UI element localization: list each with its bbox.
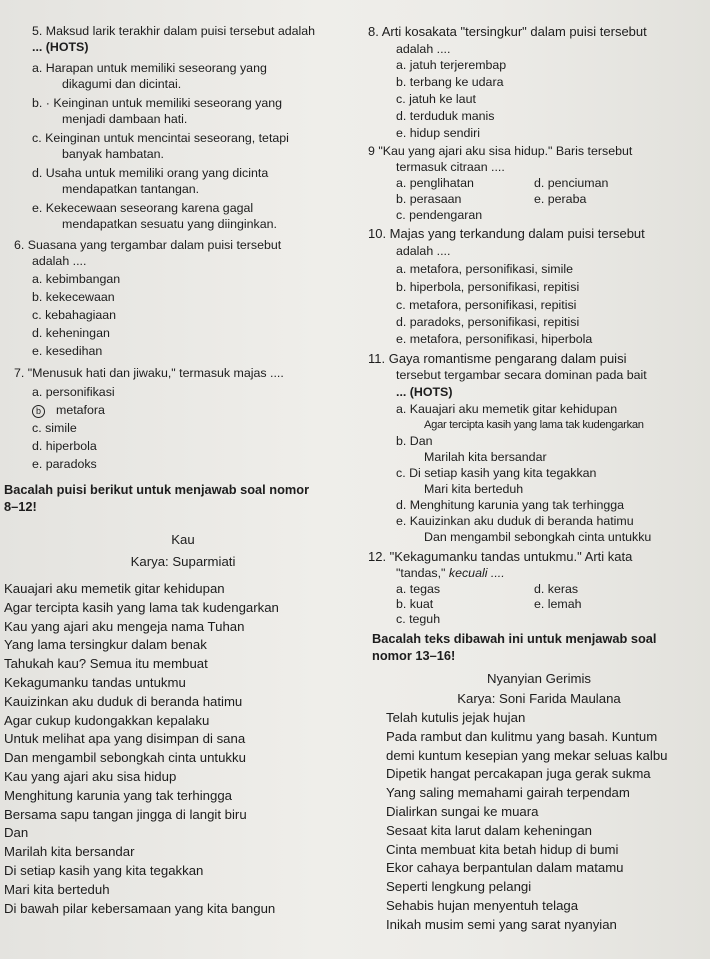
q10-option-a: a. metafora, personifikasi, simile bbox=[396, 262, 573, 276]
q8-stem-cont: adalah .... bbox=[396, 42, 451, 56]
poem-line: Di setiap kasih yang kita tegakkan bbox=[4, 863, 204, 878]
q11-option-a-cont: Agar tercipta kasih yang lama tak kudengarkan bbox=[424, 419, 644, 431]
answer-circle-mark: b bbox=[32, 405, 45, 418]
q12-kecuali: kecuali .... bbox=[448, 566, 505, 580]
poem-line: Yang saling memahami gairah terpendam bbox=[386, 785, 630, 801]
poem2-author: Karya: Soni Farida Maulana bbox=[457, 691, 621, 706]
q5-option-b-cont: menjadi dambaan hati. bbox=[62, 112, 188, 126]
q6-option-d: d. keheningan bbox=[32, 326, 110, 340]
q9-stem-cont: termasuk citraan .... bbox=[396, 160, 505, 174]
q7-option-b-text: metafora bbox=[56, 403, 105, 417]
poem-line: Yang lama tersingkur dalam benak bbox=[4, 637, 207, 653]
poem-line: Pada rambut dan kulitmu yang basah. Kuntum bbox=[386, 728, 658, 744]
poem-line: Dialirkan sungai ke muara bbox=[386, 804, 539, 819]
q6-stem: 6. Suasana yang tergambar dalam puisi tersebut bbox=[14, 238, 282, 252]
poem-line: Agar cukup kudongakkan kepalaku bbox=[4, 712, 210, 728]
poem2-instruction-cont: nomor 13–16! bbox=[372, 648, 456, 663]
q12-stem-cont bbox=[396, 566, 505, 581]
q11-stem-cont: tersebut tergambar secara dominan pada bait bbox=[396, 368, 647, 382]
q5-option-c: c. Keinginan untuk mencintai seseorang, tetapi bbox=[32, 131, 289, 145]
poem-line: Kekagumanku tandas untukmu bbox=[4, 675, 186, 690]
q11-option-d: d. Menghitung karunia yang tak terhingga bbox=[396, 498, 625, 512]
q5-option-e: e. Kekecewaan seseorang karena gagal bbox=[32, 201, 254, 215]
q12-option-c: c. teguh bbox=[396, 612, 441, 626]
q9-option-d: d. penciuman bbox=[534, 176, 609, 190]
q8-option-a: a. jatuh terjerembap bbox=[396, 58, 507, 72]
q6-option-b: b. kekecewaan bbox=[32, 290, 115, 304]
q11-stem: 11. Gaya romantisme pengarang dalam puisi bbox=[368, 351, 627, 366]
poem-line: Menghitung karunia yang tak terhingga bbox=[4, 787, 233, 803]
q8-option-b: b. terbang ke udara bbox=[396, 75, 504, 89]
q9-option-e: e. peraba bbox=[534, 192, 587, 206]
poem-line: Ekor cahaya berpantulan dalam matamu bbox=[386, 860, 624, 876]
q10-stem-cont: adalah .... bbox=[396, 244, 451, 258]
q10-option-c: c. metafora, personifikasi, repitisi bbox=[396, 298, 577, 312]
poem-line: Mari kita berteduh bbox=[4, 881, 110, 897]
q12-option-a: a. tegas bbox=[396, 582, 441, 596]
poem-line: demi kuntum kesepian yang mekar seluas kalbu bbox=[386, 747, 668, 763]
q10-stem: 10. Majas yang terkandung dalam puisi tersebut bbox=[368, 226, 645, 241]
poem1-instruction-cont: 8–12! bbox=[4, 499, 37, 514]
q11-stem-hots: ... (HOTS) bbox=[396, 385, 453, 399]
poem1-title: Kau bbox=[171, 532, 195, 547]
q5-stem: 5. Maksud larik terakhir dalam puisi tersebut adalah bbox=[32, 24, 316, 38]
q6-stem-cont: adalah .... bbox=[32, 254, 87, 268]
q6-option-c: c. kebahagiaan bbox=[32, 308, 117, 322]
q6-option-a: a. kebimbangan bbox=[32, 272, 121, 286]
poem2-title: Nyanyian Gerimis bbox=[486, 671, 592, 686]
q6-option-e: e. kesedihan bbox=[32, 344, 103, 358]
q11-option-a: a. Kauajari aku memetik gitar kehidupan bbox=[396, 402, 618, 416]
poem-line: Sesaat kita larut dalam keheningan bbox=[386, 822, 593, 838]
q9-stem: 9 "Kau yang ajari aku sisa hidup." Baris tersebut bbox=[368, 144, 633, 158]
q5-stem-hots: ... (HOTS) bbox=[32, 40, 89, 54]
q5-option-d: d. Usaha untuk memiliki orang yang dicinta bbox=[32, 166, 269, 180]
q12-tandas: "tandas," bbox=[396, 566, 449, 580]
q5-option-a: a. Harapan untuk memiliki seseorang yang bbox=[32, 61, 267, 75]
poem-line: Marilah kita bersandar bbox=[4, 844, 135, 860]
q7-option-e: e. paradoks bbox=[32, 457, 97, 471]
q5-option-c-cont: banyak hambatan. bbox=[62, 147, 164, 161]
poem1-author: Karya: Suparmiati bbox=[130, 554, 236, 569]
poem-line: Tahukah kau? Semua itu membuat bbox=[4, 656, 208, 672]
q7-option-b bbox=[32, 403, 105, 418]
q12-option-b: b. kuat bbox=[396, 597, 434, 611]
q10-option-d: d. paradoks, personifikasi, repitisi bbox=[396, 315, 580, 329]
poem-line: Cinta membuat kita betah hidup di bumi bbox=[386, 841, 619, 857]
poem-line: Dan mengambil sebongkah cinta untukku bbox=[4, 750, 246, 766]
poem-line: Kau yang ajari aku sisa hidup bbox=[4, 769, 177, 784]
q10-option-e: e. metafora, personifikasi, hiperbola bbox=[396, 332, 593, 346]
poem-line: Sehabis hujan menyentuh telaga bbox=[386, 898, 579, 913]
poem-line: Seperti lengkung pelangi bbox=[386, 879, 532, 895]
q11-option-e: e. Kauizinkan aku duduk di beranda hatimu bbox=[396, 514, 634, 528]
q5-option-d-cont: mendapatkan tantangan. bbox=[62, 182, 200, 196]
poem-line: Dan bbox=[4, 825, 29, 841]
q8-option-e: e. hidup sendiri bbox=[396, 126, 481, 140]
poem1-instruction: Bacalah puisi berikut untuk menjawab soal nomor bbox=[4, 482, 310, 497]
q9-option-b: b. perasaan bbox=[396, 192, 462, 206]
q9-option-a: a. penglihatan bbox=[396, 176, 474, 190]
q12-option-d: d. keras bbox=[534, 582, 579, 596]
q7-option-a: a. personifikasi bbox=[32, 385, 115, 399]
q5-option-a-cont: dikagumi dan dicintai. bbox=[62, 77, 182, 91]
poem-line: Kauizinkan aku duduk di beranda hatimu bbox=[4, 693, 243, 709]
q9-option-c: c. pendengaran bbox=[396, 208, 483, 222]
poem-line: Di bawah pilar kebersamaan yang kita bangun bbox=[4, 900, 276, 916]
q11-option-c: c. Di setiap kasih yang kita tegakkan bbox=[396, 466, 597, 480]
poem-line: Bersama sapu tangan jingga di langit biru bbox=[4, 806, 247, 822]
q8-option-c: c. jatuh ke laut bbox=[396, 92, 476, 106]
poem-line: Dipetik hangat percakapan juga gerak sukma bbox=[386, 766, 651, 782]
q5-option-b: b. · Keinginan untuk memiliki seseorang yang bbox=[32, 96, 283, 110]
q11-option-b-cont: Marilah kita bersandar bbox=[424, 450, 547, 464]
q8-stem: 8. Arti kosakata "tersingkur" dalam puisi tersebut bbox=[368, 24, 647, 39]
q5-option-e-cont: mendapatkan sesuatu yang diinginkan. bbox=[62, 217, 277, 231]
poem-line: Inikah musim semi yang sarat nyanyian bbox=[386, 916, 617, 932]
q8-option-d: d. terduduk manis bbox=[396, 109, 495, 123]
poem-line: Kau yang ajari aku mengeja nama Tuhan bbox=[4, 618, 245, 634]
q12-option-e: e. lemah bbox=[534, 597, 582, 611]
q12-stem: 12. "Kekagumanku tandas untukmu." Arti kata bbox=[368, 549, 633, 564]
poem-line: Kauajari aku memetik gitar kehidupan bbox=[4, 581, 225, 596]
q7-stem: 7. "Menusuk hati dan jiwaku," termasuk majas .... bbox=[14, 366, 284, 380]
q11-option-b: b. Dan bbox=[396, 434, 433, 448]
q7-option-d: d. hiperbola bbox=[32, 439, 97, 453]
poem2-instruction: Bacalah teks dibawah ini untuk menjawab soal bbox=[372, 631, 657, 646]
q11-option-e-cont: Dan mengambil sebongkah cinta untukku bbox=[424, 530, 652, 544]
q7-option-c: c. simile bbox=[32, 421, 77, 435]
poem-line: Untuk melihat apa yang disimpan di sana bbox=[4, 731, 246, 747]
poem-line: Agar tercipta kasih yang lama tak kudengarkan bbox=[4, 599, 279, 615]
q11-option-c-cont: Mari kita berteduh bbox=[424, 482, 524, 496]
q10-option-b: b. hiperbola, personifikasi, repitisi bbox=[396, 280, 580, 294]
poem-line: Telah kutulis jejak hujan bbox=[386, 710, 526, 725]
